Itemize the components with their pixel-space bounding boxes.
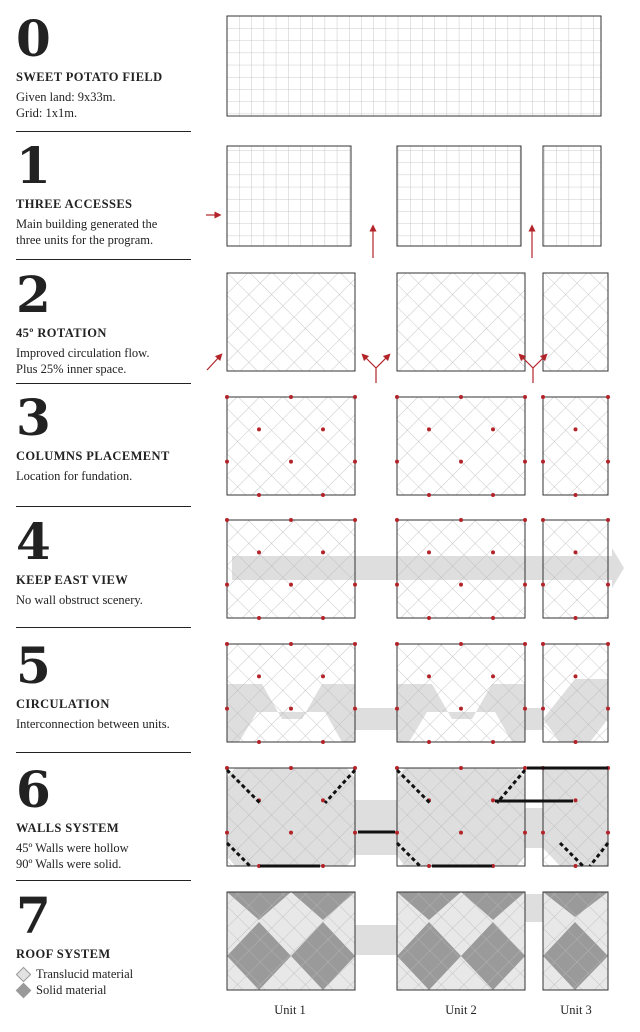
column-point — [427, 616, 431, 620]
column-point — [395, 460, 399, 464]
column-point — [541, 831, 545, 835]
column-point — [353, 460, 357, 464]
column-point — [289, 831, 293, 835]
column-point — [321, 493, 325, 497]
unit-2-label: Unit 2 — [445, 1003, 477, 1017]
column-point — [606, 642, 610, 646]
column-point — [574, 798, 578, 802]
column-point — [523, 460, 527, 464]
legend-label: Solid material — [36, 983, 107, 997]
step-number: 3 — [16, 388, 51, 447]
column-point — [225, 642, 229, 646]
step-title: ROOF SYSTEM — [16, 947, 111, 961]
column-point — [459, 518, 463, 522]
unit-3-label: Unit 3 — [560, 1003, 592, 1017]
circulation-connector — [525, 708, 543, 730]
column-point — [541, 707, 545, 711]
column-point — [257, 674, 261, 678]
legend-label: Translucid material — [36, 967, 134, 981]
step-title: KEEP EAST VIEW — [16, 573, 129, 587]
step-title: 45º ROTATION — [16, 326, 107, 340]
column-point — [321, 864, 325, 868]
unit-2-grid-plan — [397, 146, 521, 246]
column-point — [541, 518, 545, 522]
column-point — [574, 674, 578, 678]
column-point — [574, 550, 578, 554]
step-5 — [16, 636, 191, 732]
step-title: CIRCULATION — [16, 697, 110, 711]
column-point — [289, 518, 293, 522]
unit-1-rotated-grid — [227, 892, 355, 990]
unit-3-rotated-grid — [543, 273, 608, 371]
circulation-connector — [355, 708, 397, 730]
step-desc-line: three units for the program. — [16, 233, 154, 247]
unit-1-rotated-grid — [227, 644, 355, 742]
column-point — [225, 518, 229, 522]
column-point — [606, 831, 610, 835]
step-desc-line: Grid: 1x1m. — [16, 106, 78, 120]
column-point — [225, 583, 229, 587]
field-plan — [227, 16, 601, 116]
column-point — [606, 518, 610, 522]
unit-2-rotated-grid — [397, 768, 525, 866]
column-point — [541, 395, 545, 399]
column-point — [353, 642, 357, 646]
column-point — [574, 740, 578, 744]
step-desc-line: Plus 25% inner space. — [16, 362, 127, 376]
column-point — [289, 460, 293, 464]
legend-item — [16, 982, 191, 998]
column-point — [225, 707, 229, 711]
step-number: 6 — [16, 760, 51, 819]
column-point — [257, 550, 261, 554]
step-7 — [16, 886, 191, 998]
step-2 — [16, 265, 191, 377]
unit-1-rotated-grid — [227, 768, 355, 866]
column-point — [225, 831, 229, 835]
step-1 — [16, 136, 191, 248]
column-point — [523, 583, 527, 587]
column-point — [353, 831, 357, 835]
column-point — [459, 460, 463, 464]
step-3 — [16, 388, 191, 484]
column-point — [321, 550, 325, 554]
step-number: 1 — [16, 136, 51, 195]
column-point — [523, 395, 527, 399]
unit-1-rotated-grid — [227, 273, 355, 371]
section-divider — [16, 506, 191, 507]
column-point — [574, 864, 578, 868]
column-point — [257, 427, 261, 431]
column-point — [491, 616, 495, 620]
column-point — [289, 395, 293, 399]
unit-3-rotated-grid — [543, 892, 608, 990]
column-point — [606, 460, 610, 464]
column-point — [606, 707, 610, 711]
section-divider — [16, 880, 191, 881]
access-arrow — [364, 356, 376, 368]
step-title: THREE ACCESSES — [16, 197, 133, 211]
column-point — [257, 616, 261, 620]
column-point — [459, 831, 463, 835]
step-desc-line: No wall obstruct scenery. — [16, 593, 143, 607]
column-point — [459, 583, 463, 587]
column-point — [427, 427, 431, 431]
step-desc-line: Improved circulation flow. — [16, 346, 150, 360]
column-point — [523, 831, 527, 835]
column-point — [427, 493, 431, 497]
column-point — [321, 740, 325, 744]
column-point — [574, 427, 578, 431]
column-point — [459, 707, 463, 711]
column-point — [541, 642, 545, 646]
column-point — [459, 395, 463, 399]
column-point — [395, 831, 399, 835]
section-divider — [16, 131, 191, 132]
step-desc-line: Main building generated the — [16, 217, 158, 231]
column-point — [289, 766, 293, 770]
column-point — [523, 642, 527, 646]
column-point — [289, 707, 293, 711]
column-point — [459, 766, 463, 770]
column-point — [606, 583, 610, 587]
step-desc-line: Interconnection between units. — [16, 717, 170, 731]
circulation-connector — [525, 808, 543, 848]
section-divider — [16, 627, 191, 628]
column-point — [225, 395, 229, 399]
unit-3-rotated-grid — [543, 397, 608, 495]
column-point — [395, 583, 399, 587]
access-arrow — [207, 356, 220, 370]
unit-2-rotated-grid — [397, 397, 525, 495]
column-point — [395, 642, 399, 646]
column-point — [289, 583, 293, 587]
unit-1-rotated-grid — [227, 397, 355, 495]
legend-swatch — [16, 967, 32, 983]
column-point — [289, 642, 293, 646]
column-point — [541, 460, 545, 464]
unit-1-grid-plan — [227, 146, 351, 246]
column-point — [353, 583, 357, 587]
column-point — [523, 707, 527, 711]
column-point — [321, 616, 325, 620]
column-point — [459, 642, 463, 646]
column-point — [321, 427, 325, 431]
step-number: 5 — [16, 636, 51, 695]
step-desc-line: Location for fundation. — [16, 469, 133, 483]
column-point — [353, 518, 357, 522]
roof-connector — [355, 925, 397, 955]
section-divider — [16, 383, 191, 384]
column-point — [427, 740, 431, 744]
circulation-connector — [355, 800, 397, 855]
column-point — [574, 493, 578, 497]
step-desc-line: 90º Walls were solid. — [16, 857, 122, 871]
column-point — [606, 395, 610, 399]
column-point — [353, 707, 357, 711]
step-number: 4 — [16, 512, 51, 571]
column-point — [491, 798, 495, 802]
column-point — [491, 674, 495, 678]
step-number: 7 — [16, 886, 51, 945]
column-point — [353, 395, 357, 399]
step-title: WALLS SYSTEM — [16, 821, 120, 835]
column-point — [491, 427, 495, 431]
access-arrow — [376, 356, 388, 368]
unit-3-rotated-grid — [543, 520, 608, 618]
column-point — [574, 616, 578, 620]
column-point — [427, 864, 431, 868]
section-divider — [16, 259, 191, 260]
column-point — [257, 740, 261, 744]
unit-3-rotated-grid — [543, 768, 608, 866]
legend-item — [16, 966, 191, 982]
unit-2-rotated-grid — [397, 520, 525, 618]
roof-connector — [525, 894, 543, 922]
step-4 — [16, 512, 191, 608]
column-point — [427, 550, 431, 554]
unit-2-rotated-grid — [397, 644, 525, 742]
unit-3-grid-plan — [543, 146, 601, 246]
column-point — [257, 493, 261, 497]
column-point — [427, 674, 431, 678]
step-title: COLUMNS PLACEMENT — [16, 449, 170, 463]
column-point — [491, 493, 495, 497]
step-number: 2 — [16, 265, 51, 324]
unit-1-label: Unit 1 — [274, 1003, 306, 1017]
column-point — [541, 583, 545, 587]
step-6 — [16, 760, 191, 872]
section-divider — [16, 752, 191, 753]
column-point — [523, 518, 527, 522]
column-point — [491, 740, 495, 744]
legend-swatch — [16, 983, 32, 999]
column-point — [395, 395, 399, 399]
step-number: 0 — [16, 9, 51, 68]
column-point — [491, 550, 495, 554]
step-0 — [16, 9, 191, 121]
column-point — [395, 707, 399, 711]
step-title: SWEET POTATO FIELD — [16, 70, 163, 84]
unit-1-rotated-grid — [227, 520, 355, 618]
unit-2-rotated-grid — [397, 892, 525, 990]
step-desc-line: 45º Walls were hollow — [16, 841, 129, 855]
column-point — [321, 674, 325, 678]
step-desc-line: Given land: 9x33m. — [16, 90, 116, 104]
unit-2-rotated-grid — [397, 273, 525, 371]
column-point — [225, 460, 229, 464]
unit-3-rotated-grid — [543, 644, 608, 742]
column-point — [395, 518, 399, 522]
